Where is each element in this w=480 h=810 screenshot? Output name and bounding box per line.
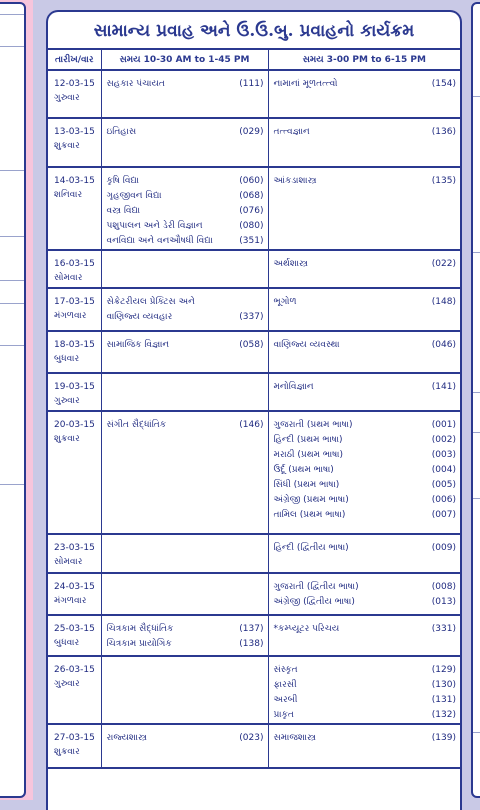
subject-code: (154)	[431, 79, 456, 89]
subject-entry	[107, 295, 264, 310]
subject-entry	[107, 338, 264, 353]
rule-line	[0, 170, 24, 171]
weekday-text: બુધવાર	[54, 638, 80, 648]
afternoon-subjects-cell	[268, 656, 460, 724]
date-cell	[48, 534, 101, 573]
subject-name: પશુપાલન અને ડેરી વિજ્ઞાન	[106, 221, 203, 231]
rule-line	[0, 236, 24, 237]
subject-entry	[274, 541, 457, 556]
subject-code: (022)	[431, 259, 456, 269]
subject-code: (130)	[431, 680, 456, 690]
subject-entry	[274, 693, 457, 708]
weekday-text: શુક્રવાર	[54, 747, 80, 757]
table-row	[48, 373, 460, 411]
subject-code: (001)	[431, 420, 456, 430]
subject-entry	[274, 257, 457, 272]
column-header-afternoon: સમય 3-00 PM to 6-15 PM	[268, 50, 460, 70]
weekday-text: સોમવાર	[54, 273, 83, 283]
subject-name: ફારસી	[273, 680, 297, 690]
date-cell	[48, 70, 101, 118]
date-cell	[48, 331, 101, 373]
rule-line	[0, 484, 24, 485]
subject-code: (146)	[239, 420, 264, 430]
subject-entry	[274, 448, 457, 463]
subject-name: વસ્ત્ર વિદ્યા	[106, 206, 141, 216]
subject-code: (139)	[431, 733, 456, 743]
rule-line	[473, 392, 480, 393]
exam-schedule-sheet	[46, 10, 462, 810]
subject-name: ઇતિહાસ	[106, 127, 137, 137]
rule-line	[0, 280, 24, 281]
table-row	[48, 411, 460, 534]
subject-code: (136)	[431, 127, 456, 137]
table-row	[48, 331, 460, 373]
subject-name: ચિત્રકામ સૈદ્ધાંતિક	[106, 624, 174, 634]
morning-subjects-cell	[101, 656, 268, 724]
subject-entry	[107, 418, 264, 433]
morning-subjects-cell	[101, 724, 268, 768]
subject-code: (006)	[431, 495, 456, 505]
morning-subjects-cell	[101, 250, 268, 288]
morning-subjects-cell	[101, 331, 268, 373]
subject-code: (023)	[239, 733, 264, 743]
date-cell	[48, 250, 101, 288]
subject-name: મનોવિજ્ઞાન	[273, 382, 314, 392]
table-row	[48, 724, 460, 768]
subject-code: (002)	[431, 435, 456, 445]
date-cell	[48, 373, 101, 411]
date-cell	[48, 288, 101, 331]
subject-code: (331)	[431, 624, 456, 634]
afternoon-subjects-cell	[268, 70, 460, 118]
date-cell	[48, 573, 101, 615]
subject-code: (058)	[239, 340, 264, 350]
subject-name: *કમ્પ્યૂટર પરિચય	[273, 624, 340, 634]
weekday-text: ગુરુવાર	[54, 93, 80, 103]
subject-code: (137)	[239, 624, 264, 634]
subject-name: ગુજરાતી (પ્રથમ ભાષા)	[273, 420, 353, 430]
subject-entry	[107, 204, 264, 219]
subject-entry	[274, 295, 457, 310]
date-cell	[48, 615, 101, 656]
subject-entry	[107, 219, 264, 234]
subject-name: સેક્રેટરીયલ પ્રેક્ટિસ અને	[106, 297, 195, 307]
subject-entry	[274, 580, 457, 595]
date-text: 24-03-15	[54, 582, 95, 592]
date-cell	[48, 724, 101, 768]
subject-entry	[107, 622, 264, 637]
morning-subjects-cell	[101, 167, 268, 250]
afternoon-subjects-cell	[268, 331, 460, 373]
weekday-text: ગુરુવાર	[54, 679, 80, 689]
subject-name: કૃષિ વિદ્યા	[106, 176, 140, 186]
subject-entry	[274, 595, 457, 610]
subject-code: (029)	[239, 127, 264, 137]
date-text: 18-03-15	[54, 340, 95, 350]
morning-subjects-cell	[101, 118, 268, 167]
subject-code: (004)	[431, 465, 456, 475]
date-text: 25-03-15	[54, 624, 95, 634]
date-text: 19-03-15	[54, 382, 95, 392]
subject-code: (003)	[431, 450, 456, 460]
subject-name: સિંધી (પ્રથમ ભાષા)	[273, 480, 340, 490]
subject-code: (148)	[431, 297, 456, 307]
table-row	[48, 288, 460, 331]
date-text: 14-03-15	[54, 176, 95, 186]
subject-entry	[107, 174, 264, 189]
subject-entry	[274, 433, 457, 448]
subject-entry	[107, 234, 264, 249]
rule-line	[0, 14, 24, 15]
rule-line	[0, 303, 24, 304]
subject-code: (068)	[239, 191, 264, 201]
subject-name: સહકાર પંચાયત	[106, 79, 165, 89]
subject-name: વાણિજ્ય વ્યવહાર	[106, 312, 173, 322]
subject-entry	[274, 77, 457, 92]
subject-entry	[274, 731, 457, 746]
subject-entry	[274, 338, 457, 353]
column-header-date: તારીખ/વાર	[48, 50, 101, 70]
subject-name: પ્રાકૃત	[273, 710, 294, 720]
date-cell	[48, 656, 101, 724]
right-adjacent-page	[471, 2, 480, 798]
subject-name: વાણિજ્ય વ્યવસ્થા	[273, 340, 340, 350]
table-row	[48, 573, 460, 615]
subject-name: સમાજશાસ્ત્ર	[273, 733, 316, 743]
subject-entry	[107, 125, 264, 140]
rule-line	[473, 498, 480, 499]
rule-line	[473, 732, 480, 733]
table-row	[48, 118, 460, 167]
subject-name: અર્થશાસ્ત્ર	[273, 259, 308, 269]
morning-subjects-cell	[101, 373, 268, 411]
date-text: 12-03-15	[54, 79, 95, 89]
morning-subjects-cell	[101, 288, 268, 331]
date-text: 20-03-15	[54, 420, 95, 430]
subject-entry	[274, 508, 457, 523]
subject-name: અંગ્રેજી (દ્વિતીય ભાષા)	[273, 597, 355, 607]
table-row	[48, 167, 460, 250]
date-text: 27-03-15	[54, 733, 95, 743]
weekday-text: શનિવાર	[54, 190, 83, 200]
subject-entry	[274, 174, 457, 189]
date-text: 23-03-15	[54, 543, 95, 553]
subject-code: (060)	[239, 176, 264, 186]
morning-subjects-cell	[101, 411, 268, 534]
afternoon-subjects-cell	[268, 534, 460, 573]
subject-name: રાજ્યશાસ્ત્ર	[106, 733, 147, 743]
table-row	[48, 656, 460, 724]
subject-entry	[107, 189, 264, 204]
subject-code: (076)	[239, 206, 264, 216]
subject-entry	[274, 463, 457, 478]
subject-entry	[274, 418, 457, 433]
column-header-morning: સમય 10-30 AM to 1-45 PM	[101, 50, 268, 70]
subject-code: (008)	[431, 582, 456, 592]
subject-name: ભૂગોળ	[273, 297, 297, 307]
subject-code: (351)	[239, 236, 264, 246]
subject-name: સંગીત સૈદ્ધાંતિક	[106, 420, 167, 430]
afternoon-subjects-cell	[268, 373, 460, 411]
subject-name: અરબી	[273, 695, 298, 705]
subject-name: આંકડાશાસ્ત્ર	[273, 176, 317, 186]
rule-line	[0, 46, 24, 47]
date-cell	[48, 118, 101, 167]
subject-entry	[274, 125, 457, 140]
subject-entry	[107, 310, 264, 325]
date-text: 17-03-15	[54, 297, 95, 307]
rule-line	[473, 252, 480, 253]
subject-name: ગુજરાતી (દ્વિતીય ભાષા)	[273, 582, 359, 592]
subject-entry	[274, 663, 457, 678]
subject-name: તામિલ (પ્રથમ ભાષા)	[273, 510, 346, 520]
subject-entry	[274, 678, 457, 693]
morning-subjects-cell	[101, 573, 268, 615]
subject-name: ગૃહજીવન વિદ્યા	[106, 191, 162, 201]
subject-code: (007)	[431, 510, 456, 520]
subject-entry	[274, 622, 457, 637]
subject-code: (005)	[431, 480, 456, 490]
rule-line	[473, 432, 480, 433]
subject-code: (337)	[239, 312, 264, 322]
afternoon-subjects-cell	[268, 411, 460, 534]
afternoon-subjects-cell	[268, 615, 460, 656]
subject-name: અંગ્રેજી (પ્રથમ ભાષા)	[273, 495, 349, 505]
date-text: 26-03-15	[54, 665, 95, 675]
weekday-text: ગુરુવાર	[54, 396, 80, 406]
morning-subjects-cell	[101, 534, 268, 573]
afternoon-subjects-cell	[268, 724, 460, 768]
weekday-text: મંગળવાર	[54, 311, 87, 321]
subject-name: તત્ત્વજ્ઞાન	[273, 127, 310, 137]
left-adjacent-page	[0, 2, 26, 798]
subject-code: (135)	[431, 176, 456, 186]
subject-code: (009)	[431, 543, 456, 553]
subject-code: (111)	[239, 79, 264, 89]
subject-code: (046)	[431, 340, 456, 350]
page-title: સામાન્ય પ્રવાહ અને ઉ.ઉ.બુ. પ્રવાહનો કાર્યક્રમ	[48, 12, 460, 50]
table-row	[48, 615, 460, 656]
afternoon-subjects-cell	[268, 573, 460, 615]
subject-name: વનવિદ્યા અને વનઔષધી વિદ્યા	[106, 236, 213, 246]
morning-subjects-cell	[101, 70, 268, 118]
subject-entry	[107, 637, 264, 652]
subject-code: (080)	[239, 221, 264, 231]
date-text: 13-03-15	[54, 127, 95, 137]
subject-name: મરાઠી (પ્રથમ ભાષા)	[273, 450, 344, 460]
table-row	[48, 250, 460, 288]
morning-subjects-cell	[101, 615, 268, 656]
afternoon-subjects-cell	[268, 118, 460, 167]
rule-line	[473, 96, 480, 97]
subject-code: (132)	[431, 710, 456, 720]
weekday-text: બુધવાર	[54, 354, 80, 364]
rule-line	[0, 345, 24, 346]
subject-code: (131)	[431, 695, 456, 705]
subject-entry	[274, 380, 457, 395]
date-cell	[48, 167, 101, 250]
subject-entry	[274, 708, 457, 723]
table-row	[48, 534, 460, 573]
date-text: 16-03-15	[54, 259, 95, 269]
weekday-text: સોમવાર	[54, 557, 83, 567]
subject-code: (013)	[431, 597, 456, 607]
subject-name: સામાજિક વિજ્ઞાન	[106, 340, 170, 350]
subject-entry	[107, 77, 264, 92]
subject-name: ચિત્રકામ પ્રાયોગિક	[106, 639, 172, 649]
afternoon-subjects-cell	[268, 167, 460, 250]
subject-name: ઉર્દૂ (પ્રથમ ભાષા)	[273, 465, 334, 475]
subject-code: (138)	[239, 639, 264, 649]
subject-code: (141)	[431, 382, 456, 392]
table-row	[48, 70, 460, 118]
weekday-text: શુક્રવાર	[54, 434, 80, 444]
weekday-text: મંગળવાર	[54, 596, 87, 606]
subject-name: નામાનાં મૂળતત્ત્વો	[273, 79, 338, 89]
header-row	[48, 50, 460, 70]
weekday-text: શુક્રવાર	[54, 141, 80, 151]
subject-entry	[274, 493, 457, 508]
subject-entry	[274, 478, 457, 493]
schedule-table	[48, 50, 460, 769]
subject-entry	[107, 731, 264, 746]
subject-name: હિન્દી (દ્વિતીય ભાષા)	[273, 543, 349, 553]
afternoon-subjects-cell	[268, 250, 460, 288]
afternoon-subjects-cell	[268, 288, 460, 331]
subject-name: હિન્દી (પ્રથમ ભાષા)	[273, 435, 343, 445]
date-cell	[48, 411, 101, 534]
subject-name: સંસ્કૃત	[273, 665, 298, 675]
subject-code: (129)	[431, 665, 456, 675]
